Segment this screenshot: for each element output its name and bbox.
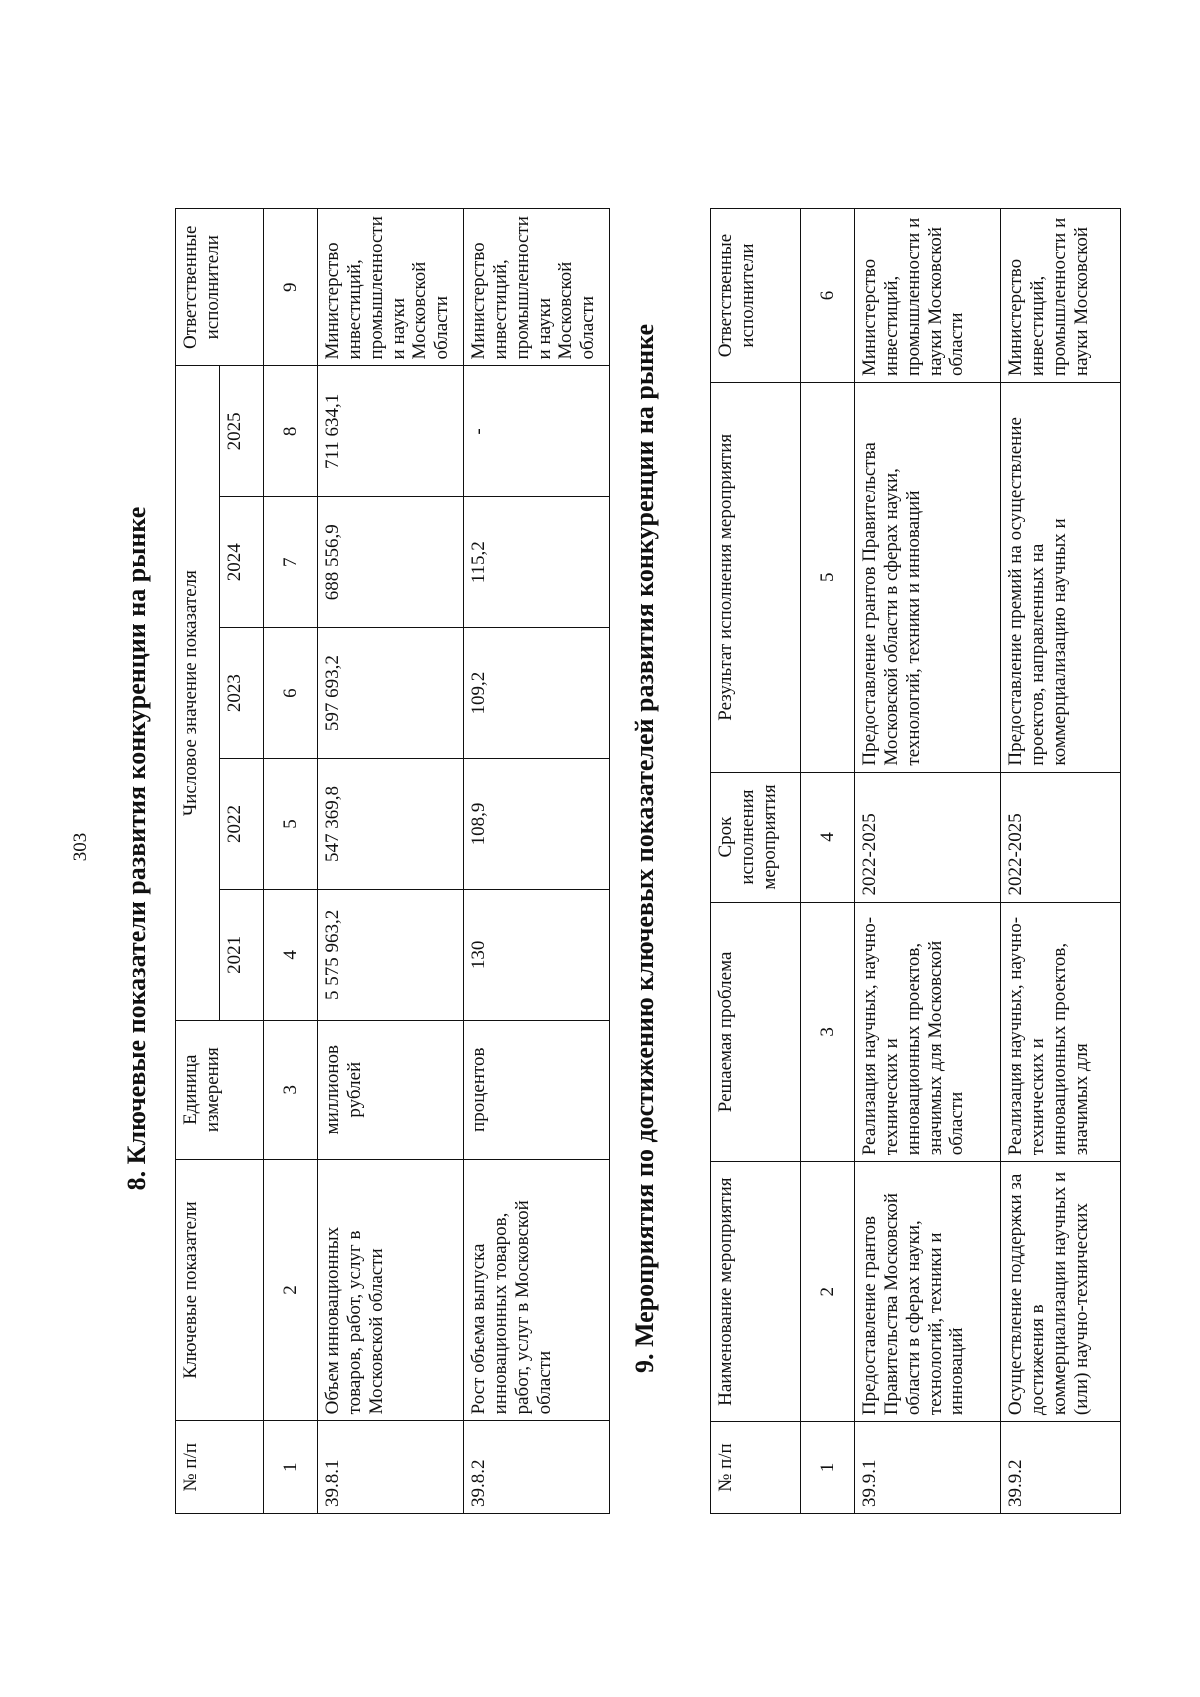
column-number: 1: [801, 1422, 855, 1514]
column-number: 3: [801, 902, 855, 1162]
column-number: 1: [264, 1421, 318, 1514]
value-2024: 688 556,9: [318, 497, 464, 628]
header-year: 2022: [220, 759, 264, 890]
header-value-group: Числовое значение показателя: [176, 366, 220, 1020]
measure-name: Осуществление поддержки за достижения в коммерциализации научных и (или) научно-технических: [1001, 1162, 1121, 1422]
header-no: № п/п: [711, 1422, 801, 1514]
header-name: Наименование мероприятия: [711, 1162, 801, 1422]
column-number: 6: [264, 628, 318, 759]
unit: миллионов рублей: [318, 1020, 464, 1159]
table-row: [855, 209, 1001, 1514]
column-number: 7: [264, 497, 318, 628]
section-8-title: 8. Ключевые показатели развития конкуренции на рынке: [122, 506, 151, 1191]
unit: процентов: [464, 1020, 610, 1159]
measure-name: Предоставление грантов Правительства Московской области в сферах науки, технологий, техники и инноваций: [855, 1162, 1001, 1422]
column-number: 5: [801, 383, 855, 773]
row-number: 39.9.2: [1001, 1422, 1121, 1514]
key-indicators-table: [175, 208, 610, 1514]
header-unit: Единица измерения: [176, 1020, 264, 1159]
header-executors: Ответственные исполнители: [711, 209, 801, 383]
column-number: 8: [264, 366, 318, 497]
value-2021: 130: [464, 889, 610, 1020]
value-2023: 109,2: [464, 628, 610, 759]
column-number: 2: [801, 1162, 855, 1422]
value-2022: 108,9: [464, 759, 610, 890]
value-2024: 115,2: [464, 497, 610, 628]
value-2021: 5 575 963,2: [318, 889, 464, 1020]
problem: Реализация научных, научно-технических и инновационных проектов, значимых для Московской области: [855, 902, 1001, 1162]
value-2025: 711 634,1: [318, 366, 464, 497]
table-row: [464, 209, 610, 1514]
problem: Реализация научных, научно-технических и инновационных проектов, значимых для: [1001, 902, 1121, 1162]
executor: Министерство инвестиций, промышленности и науки Московской области: [464, 209, 610, 366]
executor: Министерство инвестиций, промышленности и науки Московской области: [318, 209, 464, 366]
column-number: 6: [801, 209, 855, 383]
result: Предоставление премий на осуществление проектов, направленных на коммерциализацию научных и: [1001, 383, 1121, 773]
indicator-name: Рост объема выпуска инновационных товаров, работ, услуг в Московской области: [464, 1159, 610, 1421]
header-result: Результат исполнения мероприятия: [711, 383, 801, 773]
header-year: 2025: [220, 366, 264, 497]
table-row: [318, 209, 464, 1514]
result: Предоставление грантов Правительства Московской области в сферах науки, технологий, техники и инноваций: [855, 383, 1001, 773]
header-indicators: Ключевые показатели: [176, 1159, 264, 1421]
indicator-name: Объем инновационных товаров, работ, услуг в Московской области: [318, 1159, 464, 1421]
header-executors: Ответственные исполнители: [176, 209, 264, 366]
header-year: 2024: [220, 497, 264, 628]
row-number: 39.8.1: [318, 1421, 464, 1514]
column-number: 2: [264, 1159, 318, 1421]
header-problem: Решаемая проблема: [711, 902, 801, 1162]
value-2022: 547 369,8: [318, 759, 464, 890]
column-number: 4: [264, 889, 318, 1020]
column-number: 4: [801, 772, 855, 902]
executor: Министерство инвестиций, промышленности и науки Московской: [1001, 209, 1121, 383]
header-year: 2021: [220, 889, 264, 1020]
measures-table: [710, 208, 1121, 1514]
value-2025: -: [464, 366, 610, 497]
row-number: 39.9.1: [855, 1422, 1001, 1514]
executor: Министерство инвестиций, промышленности и науки Московской области: [855, 209, 1001, 383]
row-number: 39.8.2: [464, 1421, 610, 1514]
section-9-title: 9. Мероприятия по достижению ключевых показателей развития конкуренции на рынке: [630, 323, 659, 1374]
header-year: 2023: [220, 628, 264, 759]
table-row: [1001, 209, 1121, 1514]
term: 2022-2025: [855, 772, 1001, 902]
header-no: № п/п: [176, 1421, 264, 1514]
column-number: 3: [264, 1020, 318, 1159]
page-number: 303: [70, 832, 91, 862]
value-2023: 597 693,2: [318, 628, 464, 759]
term: 2022-2025: [1001, 772, 1121, 902]
header-term: Срок исполнения мероприятия: [711, 772, 801, 902]
column-number: 5: [264, 759, 318, 890]
column-number: 9: [264, 209, 318, 366]
